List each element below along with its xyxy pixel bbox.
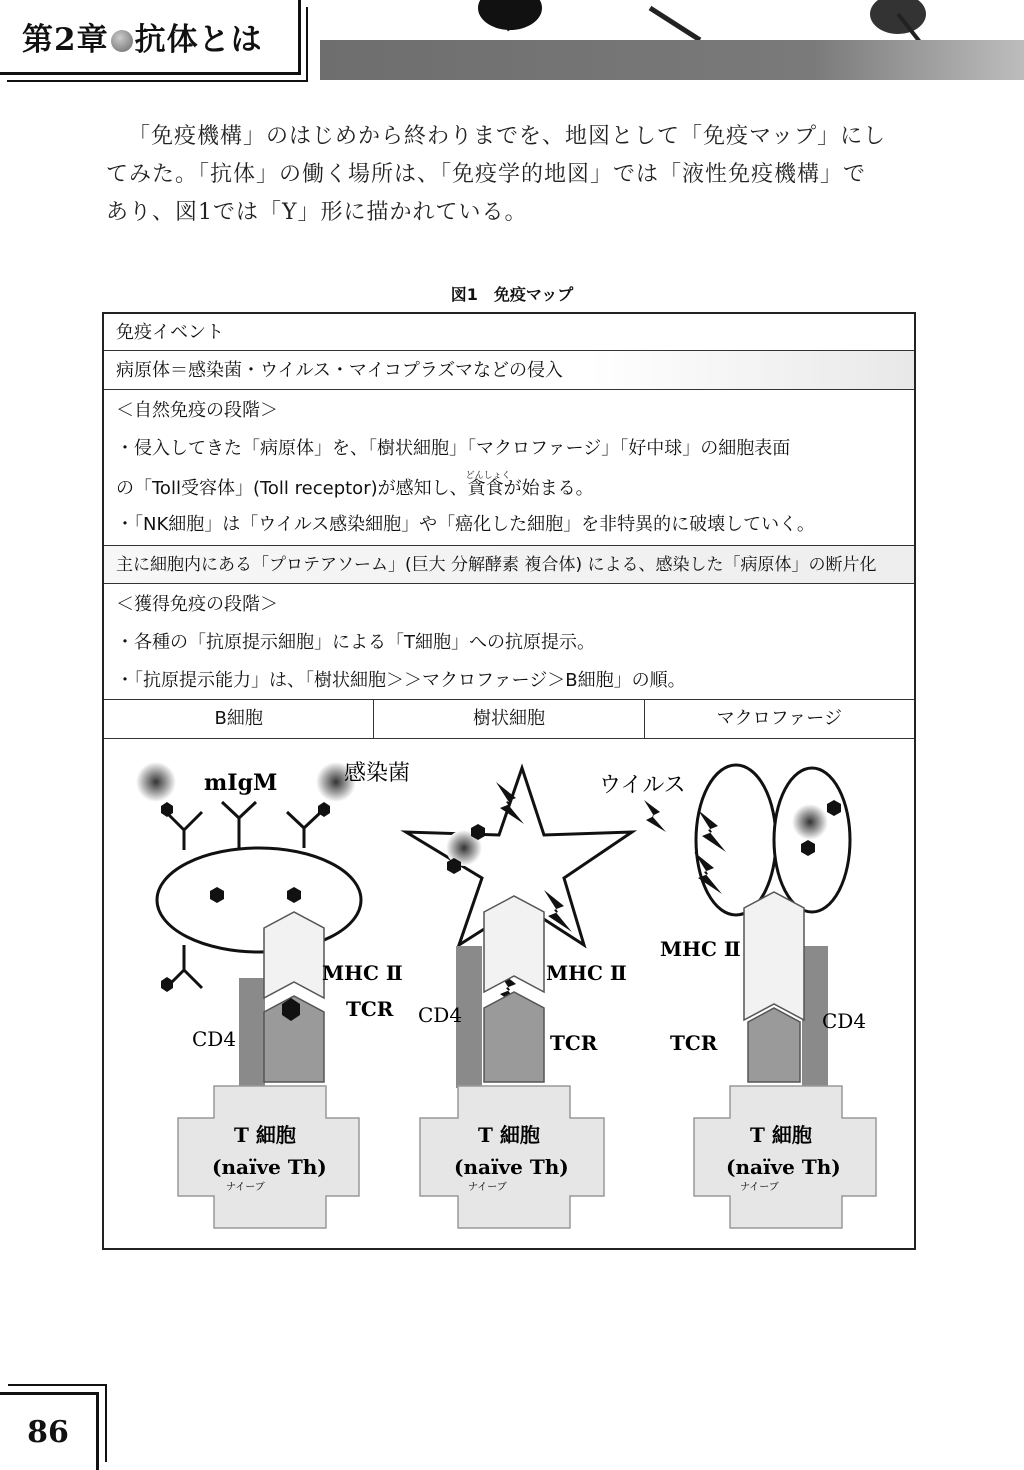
figure-title: 免疫マップ — [493, 285, 574, 304]
naive-kana: ナイーブ — [740, 1182, 779, 1193]
bacteria-label: 感染菌 — [344, 761, 411, 786]
chapter-number: 第2章 — [22, 21, 109, 58]
virus-burst-icon — [792, 804, 828, 840]
chapter-header — [0, 0, 301, 75]
acquired-heading: ＜獲得免疫の段階＞ — [116, 594, 278, 615]
bullet-dot-icon — [111, 30, 133, 52]
page-number: 86 — [27, 1415, 69, 1450]
antigen-presentation-diagram — [104, 740, 914, 1248]
mhc-label: MHC Ⅱ — [546, 961, 627, 985]
innate-text: ・侵入してきた「病原体」を、「樹状細胞」「マクロファージ」「好中球」の細胞表面 — [116, 438, 791, 459]
figure-caption — [0, 282, 1024, 305]
naive-label: (naïve Th) — [454, 1155, 569, 1179]
pathogen-row — [104, 351, 914, 390]
column-dendritic-cell: 樹状細胞 — [373, 700, 643, 738]
cd4-bar — [239, 978, 265, 1088]
acquired-text: ・各種の「抗原提示細胞」による「T細胞」への抗原提示。 — [116, 632, 595, 653]
b-cell-body — [157, 848, 361, 952]
bacteria-burst-icon — [136, 762, 176, 802]
cd4-label: CD4 — [192, 1027, 237, 1051]
mhc-molecule — [264, 912, 324, 998]
mhc-molecule — [744, 892, 804, 1020]
acquired-heading-row — [104, 586, 914, 624]
acquired-line — [104, 624, 914, 662]
naive-label: (naïve Th) — [726, 1155, 841, 1179]
figure-number: 図1 — [450, 285, 478, 304]
migm-label: mIgM — [204, 770, 278, 796]
chapter-name: 抗体とは — [134, 21, 263, 58]
proteasome-row — [104, 546, 914, 584]
intro-line: てみた。「抗体」の働く場所は、「免疫学的地図」では「液性免疫機構」で — [106, 162, 867, 187]
immune-map-table — [102, 312, 916, 1250]
naive-kana: ナイーブ — [468, 1182, 507, 1193]
intro-line: 「免疫機構」のはじめから終わりまでを、地図として「免疫マップ」にし — [128, 124, 887, 149]
mhc-molecule — [484, 896, 544, 992]
tcr-molecule — [748, 1008, 800, 1082]
tcr-label: TCR — [346, 997, 394, 1021]
pathogen-text: 病原体＝感染菌・ウイルス・マイコプラズマなどの侵入 — [116, 360, 563, 381]
event-heading-row — [104, 314, 914, 351]
proteasome-text: 主に細胞内にある「プロテアソーム」(巨大 分解酵素 複合体) による、感染した「病原体」の断片化 — [116, 555, 877, 575]
t-cell-label: T 細胞 — [478, 1123, 540, 1147]
tcr-label: TCR — [670, 1031, 718, 1055]
chapter-title — [22, 14, 263, 59]
event-heading: 免疫イベント — [116, 322, 224, 343]
intro-paragraph — [106, 118, 916, 232]
acquired-line — [104, 662, 914, 700]
naive-kana: ナイーブ — [226, 1182, 265, 1193]
cell-type-columns — [104, 700, 914, 739]
intro-line: あり、図1では「Y」形に描かれている。 — [106, 200, 528, 225]
acquired-text: ・「抗原提示能力」は、「樹状細胞＞＞マクロファージ＞B細胞」の順。 — [116, 670, 686, 691]
molecule-decoration — [420, 0, 1024, 42]
mhc-label: MHC Ⅱ — [660, 937, 741, 961]
tcr-molecule — [484, 992, 544, 1082]
naive-label: (naïve Th) — [212, 1155, 327, 1179]
ruby-base: 貪食 — [467, 478, 504, 499]
innate-heading: ＜自然免疫の段階＞ — [116, 400, 278, 421]
innate-line — [104, 468, 914, 506]
innate-heading-row — [104, 392, 914, 430]
innate-text: が始まる。 — [503, 478, 594, 499]
header-band — [320, 40, 1024, 80]
dendritic-cell-group — [406, 768, 632, 1228]
t-cell-label: T 細胞 — [234, 1123, 296, 1147]
column-b-cell: B細胞 — [214, 708, 263, 729]
ruby-word — [465, 468, 511, 510]
t-cell-label: T 細胞 — [750, 1123, 812, 1147]
virus-label: ウイルス — [599, 773, 686, 798]
macrophage-group — [599, 765, 876, 1228]
cd4-label: CD4 — [418, 1003, 463, 1027]
ruby-reading: どんしょく — [465, 471, 511, 481]
mhc-label: MHC Ⅱ — [322, 961, 403, 985]
page-number-box — [0, 1392, 99, 1470]
macrophage-lobe — [774, 768, 850, 912]
tcr-label: TCR — [550, 1031, 598, 1055]
b-cell-group — [136, 761, 410, 1228]
column-macrophage: マクロファージ — [644, 700, 914, 738]
innate-line — [104, 506, 914, 546]
innate-text: ・「NK細胞」は「ウイルス感染細胞」や「癌化した細胞」を非特異的に破壊していく。 — [116, 514, 815, 535]
innate-text: の「Toll受容体」(Toll receptor)が感知し、 — [116, 478, 468, 499]
cd4-label: CD4 — [822, 1009, 867, 1033]
